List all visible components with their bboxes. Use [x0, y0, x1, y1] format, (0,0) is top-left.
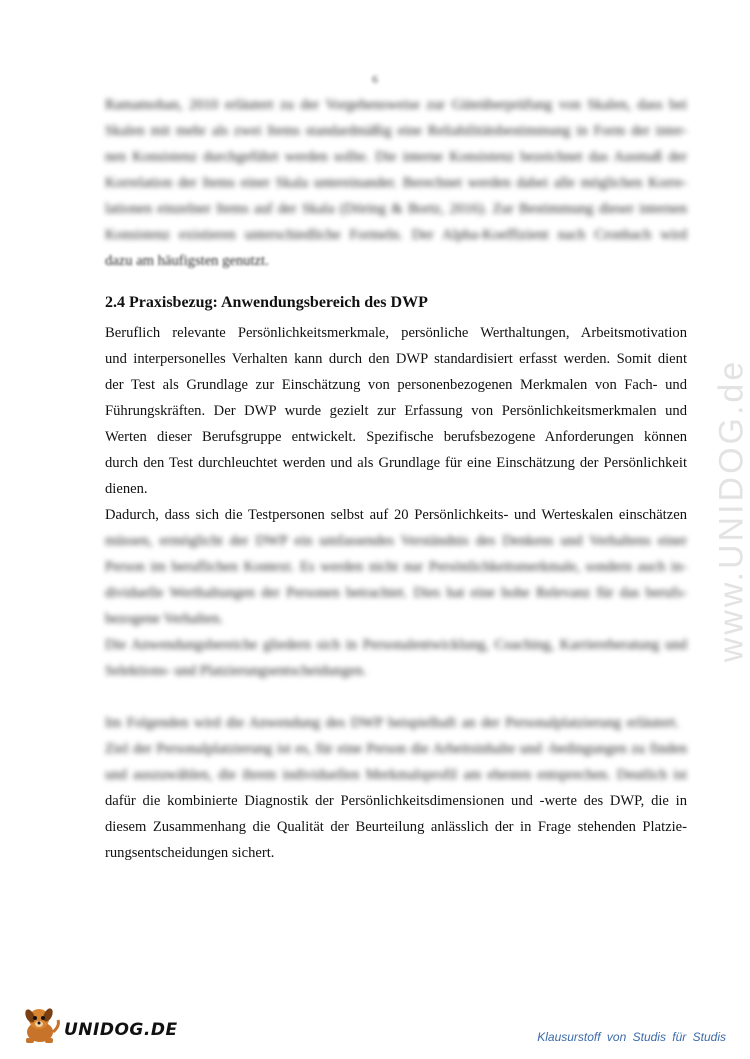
section-blurred-line: bezogene Verhalten. [105, 611, 224, 627]
closing-blurred-paragraph [105, 710, 687, 788]
section-blurred-line: dividuelle Werthaltungen der Personen betrachtet. Dies hat eine hohe Relevanz für das berufs- [105, 585, 687, 601]
section-blurred-line: Die Anwendungsbereiche gliedern sich in Personalentwicklung, Coaching, Karriereberatung und [105, 637, 687, 653]
section-line: dienen. [105, 481, 148, 497]
section-line: der Test als Grundlage zur Einschätzung von personenbezogenen Merkmalen von Fach- und [105, 377, 687, 393]
logo-text: UNIDOG.DE [64, 1020, 178, 1040]
footer-tagline: Klausurstoff von Studis für Studis [537, 1030, 726, 1044]
intro-line: lationen einzelner Items auf der Skala (Döring & Bortz, 2016). Zur Bestimmung dieser internen [105, 201, 687, 217]
intro-paragraph [105, 92, 687, 274]
section-blurred-line: müssen, ermöglicht der DWP ein umfassendes Verständnis des Denkens und Verhaltens einer [105, 533, 687, 549]
closing-blurred-line: und auszuwählen, die ihrem individuellen Merkmalsprofil am ehesten entsprechen. Deutlich ist [105, 767, 687, 783]
section-heading: 2.4 Praxisbezug: Anwendungsbereich des DWP [105, 294, 428, 311]
watermark [712, 280, 750, 740]
section-line: Führungskräften. Der DWP wurde gezielt zur Erfassung von Persönlichkeitsmerkmalen und [105, 403, 687, 419]
section-blurred-line: Selektions- und Platzierungsentscheidungen. [105, 663, 367, 679]
page-number: 6 [372, 72, 378, 86]
section-line: durch den Test durchleuchtet werden und als Grundlage für eine Einschätzung der Persönlichkeit [105, 455, 687, 471]
closing-line: dafür die kombinierte Diagnostik der Persönlichkeitsdimensionen und -werte des DWP, die in [105, 793, 687, 809]
closing-blurred-line: Im Folgenden wird die Anwendung des DWP beispielhaft an der Personalplatzierung erläutert. [105, 715, 679, 731]
section-line: Werten dieser Berufsgruppe entwickelt. Spezifische berufsbezogene Anforderungen können [105, 429, 687, 445]
intro-line: Korrelation der Items einer Skala untereinander. Berechnet werden dabei alle möglichen Korre- [105, 175, 687, 191]
section-paragraph [105, 320, 687, 528]
section-blurred-paragraph [105, 528, 687, 684]
unidog-logo [18, 1002, 178, 1046]
section-line: Dadurch, dass sich die Testpersonen selbst auf 20 Persönlichkeits- und Werteskalen einschätzen [105, 507, 687, 523]
closing-line: diesem Zusammenhang die Qualität der Beurteilung anlässlich der in Frage stehenden Platzie- [105, 819, 687, 835]
closing-line: rungsentscheidungen sichert. [105, 845, 275, 861]
intro-line: nen Konsistenz durchgeführt werden sollte. Die interne Konsistenz bezeichnet das Ausmaß der [105, 149, 687, 165]
closing-blurred-line: Ziel der Personalplatzierung ist es, für eine Person die Arbeitsinhalte und -bedingungen zu finden [105, 741, 687, 757]
section-line: und interpersonelles Verhalten kann durch den DWP standardisiert erfasst werden. Somit dient [105, 351, 687, 367]
intro-line: Konsistenz existieren unterschiedliche Formeln. Der Alpha-Koeffizient nach Cronbach wird [105, 227, 687, 243]
intro-line: dazu am häufigsten genutzt. [105, 253, 269, 269]
dog-mascot-icon [18, 1002, 62, 1046]
section-blurred-line: Person im beruflichen Kontext. Es werden nicht nur Persönlichkeitsmerkmale, sondern auch in- [105, 559, 687, 575]
intro-line: Skalen mit mehr als zwei Items standardmäßig eine Reliabilitätsbestimmung in Form der inter- [105, 123, 687, 139]
intro-line: Ramamohan, 2010 erläutert zu der Vorgehensweise zur Güteüberprüfung von Skalen, dass bei [105, 97, 687, 113]
section-line: Beruflich relevante Persönlichkeitsmerkmale, persönliche Werthaltungen, Arbeitsmotivation [105, 325, 687, 341]
closing-paragraph [105, 788, 687, 866]
watermark-text: www.UNIDOG.de [712, 358, 750, 662]
